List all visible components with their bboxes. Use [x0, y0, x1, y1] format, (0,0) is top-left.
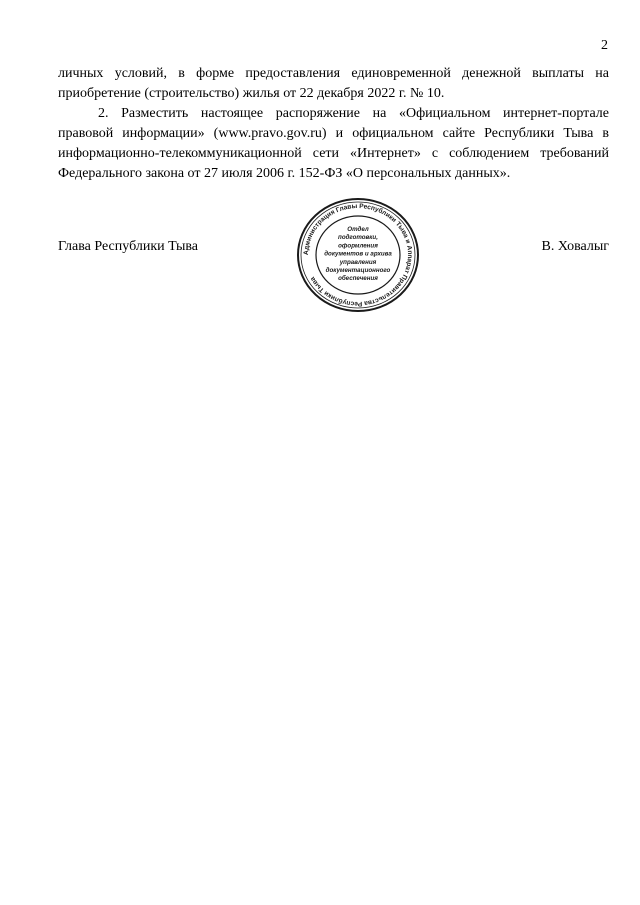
- document-body: [58, 64, 609, 184]
- signer-title: Глава Республики Тыва: [58, 239, 199, 254]
- seal-inner-line: Отдел: [347, 226, 369, 233]
- official-seal-stamp: [296, 196, 420, 314]
- seal-inner-line: подготовки,: [338, 234, 378, 242]
- page-number: 2: [601, 38, 608, 53]
- seal-inner-line: документационного: [325, 267, 391, 274]
- paragraph-2: 2. Разместить настоящее распоряжение на «Официальном интернет-портале правовой информации» (www.pravo.gov.ru) и официальном сайте Республики Тыва в информационно-телекоммуникационной сети «Интернет» с соблюдением требований Федерального закона от 27 июля 2006 г. 152-ФЗ «О персональных данных».: [58, 106, 609, 181]
- seal-inner-line: управления: [339, 258, 377, 266]
- seal-inner-line: обеспечения: [338, 275, 378, 283]
- seal-inner-line: документов и архива: [324, 250, 392, 258]
- signer-name: В. Ховалыг: [541, 239, 609, 254]
- seal-inner-line: оформления: [338, 242, 378, 250]
- paragraph-continuation: личных условий, в форме предоставления единовременной денежной выплаты на приобретение (строительство) жилья от 22 декабря 2022 г. № 10.: [58, 66, 609, 101]
- seal-graphic: [296, 196, 420, 314]
- seal-outer-text: Администрация Главы Республики Тыва и Аппарат Правительства Республики Тыва: [302, 202, 414, 308]
